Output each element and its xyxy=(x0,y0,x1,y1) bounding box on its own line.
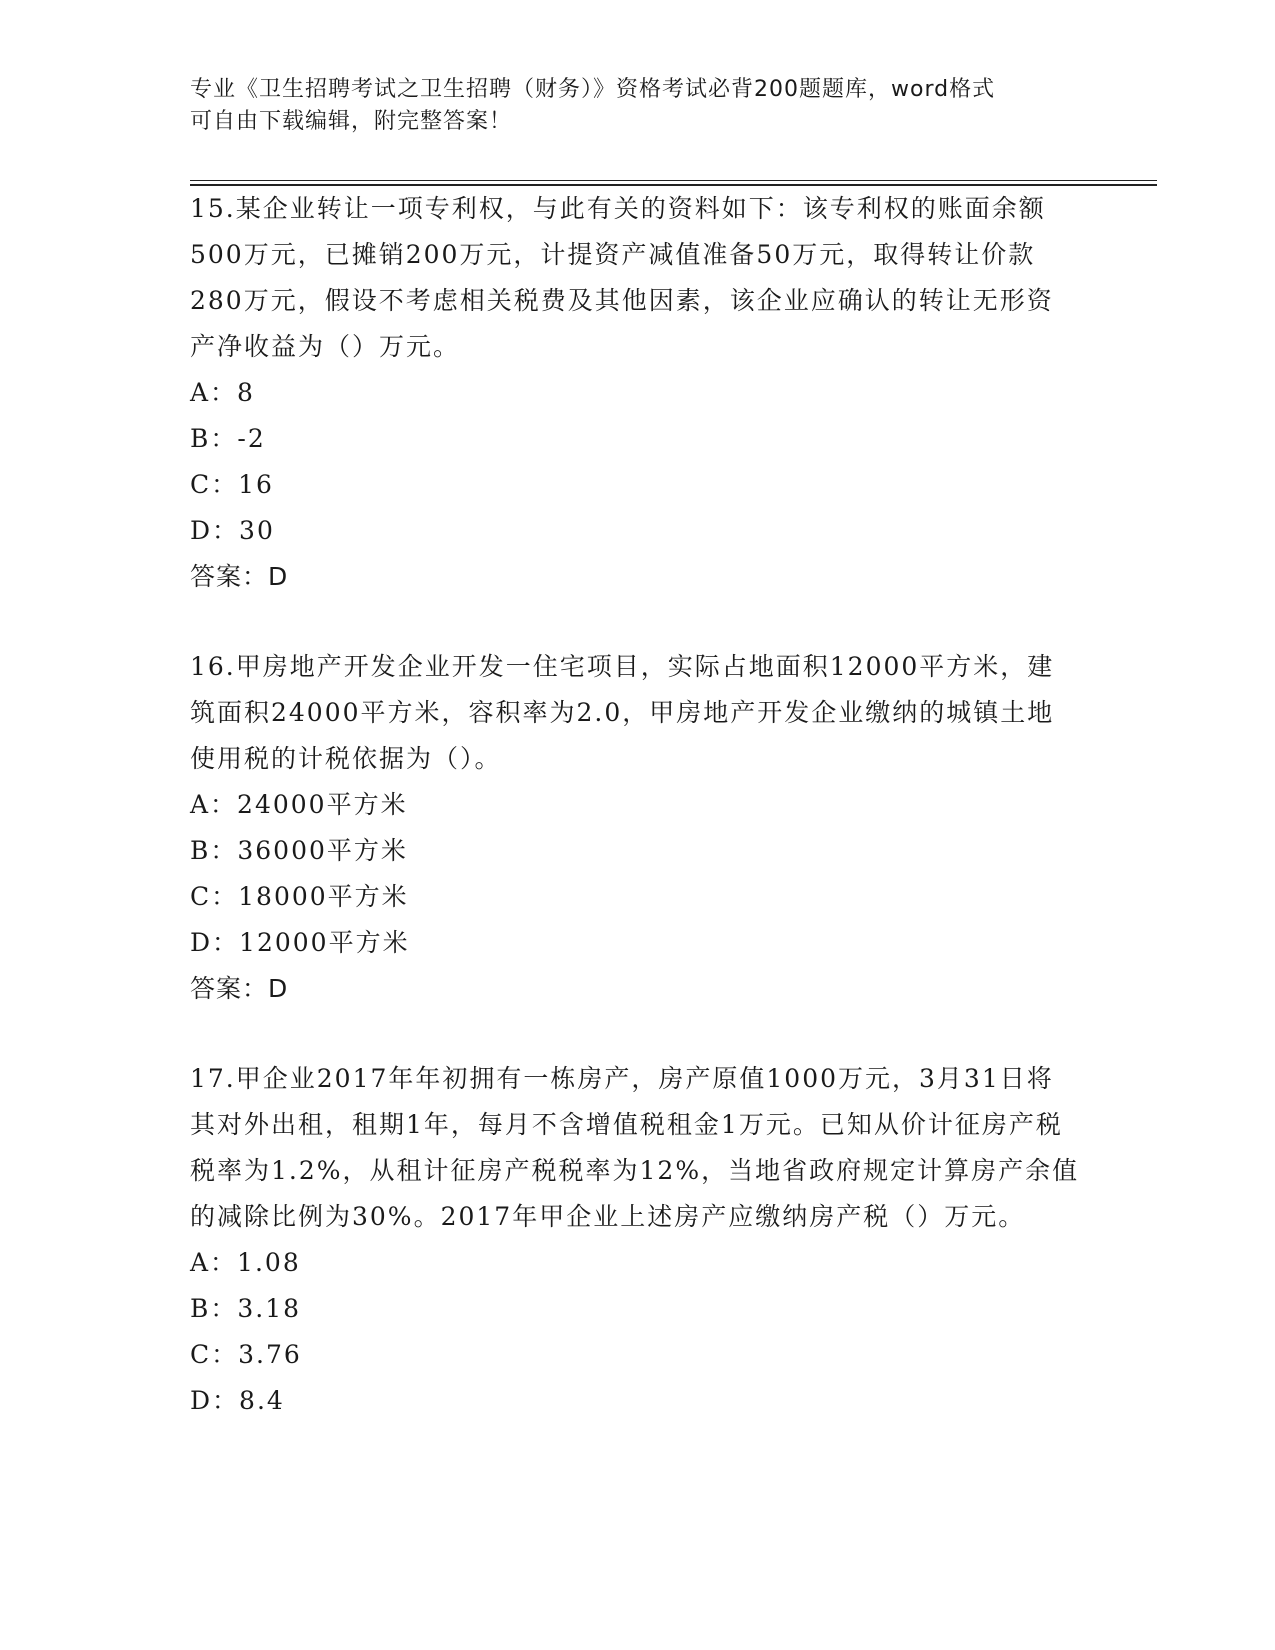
question-15 xyxy=(190,186,1090,600)
question-stem: 17.甲企业2017年年初拥有一栋房产，房产原值1000万元，3月31日将其对外出租，租期1年，每月不含增值税租金1万元。已知从价计征房产税税率为1.2%，从租计征房产税税率为12%，当地省政府规定计算房产余值的减除比例为30%。2017年甲企业上述房产应缴纳房产税（）万元。 xyxy=(190,1064,1080,1231)
question-list xyxy=(190,186,1090,1424)
option-d: D：8.4 xyxy=(190,1386,285,1415)
option-c: C：16 xyxy=(190,470,274,499)
question-17 xyxy=(190,1056,1090,1424)
option-d: D：12000平方米 xyxy=(190,928,410,957)
option-a: A：8 xyxy=(190,378,255,407)
question-spacer xyxy=(190,600,1090,644)
header-title-line-2: 可自由下载编辑，附完整答案！ xyxy=(190,109,513,134)
option-b: B：3.18 xyxy=(190,1294,302,1323)
document-header xyxy=(190,74,1080,138)
answer-line: 答案：D xyxy=(190,974,289,1003)
question-spacer xyxy=(190,1012,1090,1056)
option-c: C：18000平方米 xyxy=(190,882,409,911)
question-stem: 16.甲房地产开发企业开发一住宅项目，实际占地面积12000平方米，建筑面积24000平方米，容积率为2.0，甲房地产开发企业缴纳的城镇土地使用税的计税依据为（）。 xyxy=(190,652,1055,773)
option-b: B：36000平方米 xyxy=(190,836,408,865)
question-stem: 15.某企业转让一项专利权，与此有关的资料如下：该专利权的账面余额500万元，已摊销200万元，计提资产减值准备50万元，取得转让价款280万元，假设不考虑相关税费及其他因素，该企业应确认的转让无形资产净收益为（）万元。 xyxy=(190,194,1054,361)
option-a: A：1.08 xyxy=(190,1248,301,1277)
header-title-line-1: 专业《卫生招聘考试之卫生招聘（财务）》资格考试必背200题题库，word格式 xyxy=(190,77,996,102)
answer-line: 答案：D xyxy=(190,562,289,591)
option-c: C：3.76 xyxy=(190,1340,302,1369)
option-b: B：-2 xyxy=(190,424,266,453)
question-16 xyxy=(190,644,1090,1012)
option-d: D：30 xyxy=(190,516,275,545)
option-a: A：24000平方米 xyxy=(190,790,408,819)
